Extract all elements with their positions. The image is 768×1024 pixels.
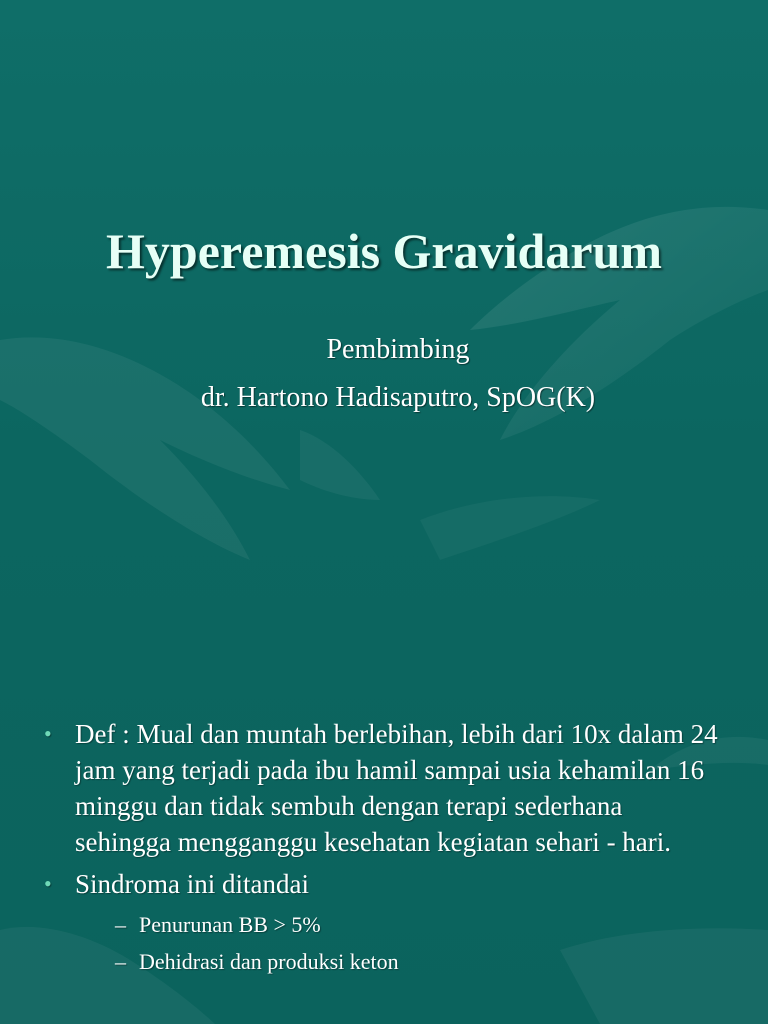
supervisor-name: dr. Hartono Hadisaputro, SpOG(K) bbox=[200, 382, 596, 413]
sub-bullet-item bbox=[115, 943, 724, 980]
dash-marker-icon: – bbox=[115, 949, 126, 974]
bullet-item-syndrome bbox=[44, 866, 724, 980]
bullet-marker-icon: • bbox=[44, 871, 52, 896]
sub-bullet-text: Penurunan BB > 5% bbox=[139, 912, 321, 937]
supervisor-label: Pembimbing bbox=[326, 334, 470, 365]
dash-marker-icon: – bbox=[115, 912, 126, 937]
sub-bullet-text: Dehidrasi dan produksi keton bbox=[139, 949, 399, 974]
sub-bullet-item bbox=[115, 906, 724, 943]
sub-bullet-list bbox=[75, 906, 724, 980]
slide-title: Hyperemesis Gravidarum bbox=[106, 223, 662, 279]
bullet-marker-icon: • bbox=[44, 721, 52, 746]
bullet-item-definition bbox=[44, 716, 724, 860]
bullet-text: Def : Mual dan muntah berlebihan, lebih dari 10x dalam 24 jam yang terjadi pada ibu hamil sampai usia kehamilan 16 minggu dan tidak sembuh dengan terapi sederhana sehingga mengganggu kesehatan kegiatan sehari - hari. bbox=[75, 719, 718, 857]
bullet-list bbox=[44, 716, 724, 980]
bullet-text: Sindroma ini ditandai bbox=[75, 869, 309, 899]
